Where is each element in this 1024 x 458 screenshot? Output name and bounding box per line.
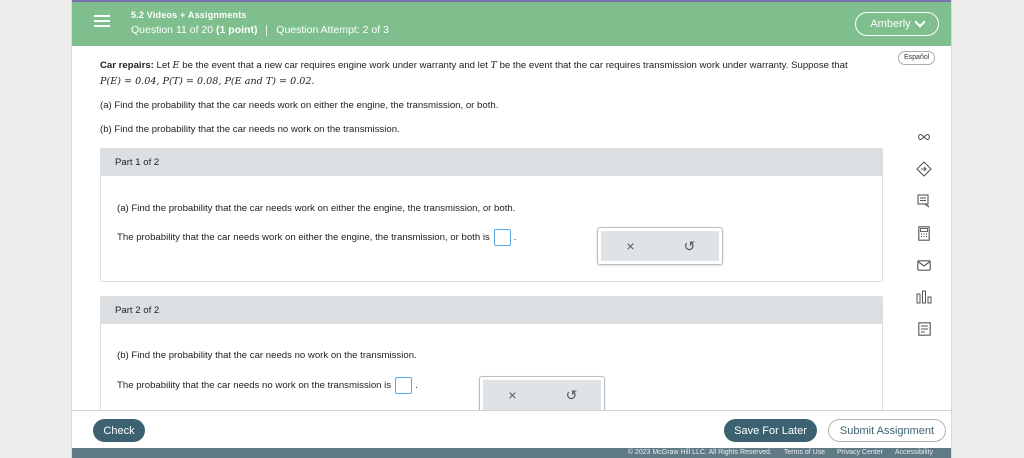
user-menu-button[interactable] — [855, 12, 939, 36]
language-toggle-button[interactable]: Español — [898, 51, 935, 65]
question-text — [100, 58, 870, 146]
question-attempt: Question Attempt: 2 of 3 — [276, 24, 389, 36]
part-1-panel — [100, 148, 883, 282]
submit-assignment-button[interactable]: Submit Assignment — [828, 419, 946, 442]
terms-link[interactable]: Terms of Use — [783, 449, 826, 456]
chevron-down-icon — [914, 16, 925, 27]
user-name: Amberly — [870, 18, 911, 30]
part-2-prompt: (b) Find the probability that the car needs no work on the transmission. — [117, 350, 417, 361]
footer — [72, 448, 951, 458]
calculator-icon[interactable] — [910, 221, 938, 245]
question-number: Question 11 of 20 — [131, 24, 214, 36]
part-2-header: Part 2 of 2 — [101, 297, 882, 324]
part-1-tools — [597, 227, 723, 265]
part-1-header: Part 1 of 2 — [101, 149, 882, 176]
undo-icon[interactable]: ↺ — [683, 237, 696, 254]
hamburger-menu-icon[interactable] — [94, 15, 110, 31]
diamond-arrow-icon[interactable] — [910, 157, 938, 181]
header-bar — [72, 2, 951, 46]
privacy-link[interactable]: Privacy Center — [837, 449, 883, 456]
question-part-b: (b) Find the probability that the car needs no work on the transmission. — [100, 124, 400, 135]
undo-icon[interactable]: ↺ — [565, 386, 578, 403]
assignment-title: 5.2 Videos + Assignments — [131, 10, 247, 20]
infinity-icon[interactable] — [910, 125, 938, 149]
accessibility-link[interactable]: Accessibility — [894, 449, 933, 456]
part-1-answer-label: The probability that the car needs work on either the engine, the transmission, or both is — [117, 232, 490, 243]
clear-icon[interactable]: × — [626, 238, 635, 254]
part-1-prompt: (a) Find the probability that the car needs work on either the engine, the transmission, or both. — [117, 203, 516, 214]
question-lead: Car repairs: — [100, 60, 154, 71]
question-points: (1 point) — [216, 24, 258, 36]
check-button[interactable]: Check — [93, 419, 145, 442]
save-for-later-button[interactable]: Save For Later — [724, 419, 817, 442]
mail-icon[interactable] — [910, 253, 938, 277]
question-part-a: (a) Find the probability that the car needs work on either the engine, the transmission, or both. — [100, 100, 499, 111]
question-intro: Car repairs: Let E be the event that a new car requires engine work under warranty and let T be the event that the car requires transmission work under warranty. Suppose that P(E) = 0.04, P(T) = 0.08, P(E and T) = 0.02. — [100, 60, 848, 87]
table-icon[interactable] — [910, 317, 938, 341]
bar-chart-icon[interactable] — [910, 285, 938, 309]
question-info — [131, 24, 389, 36]
part-2-panel — [100, 296, 883, 426]
part-1-answer-input[interactable] — [494, 229, 511, 246]
part-2-answer-line: The probability that the car needs no work on the transmission is . — [117, 377, 418, 394]
clear-icon[interactable]: × — [508, 387, 517, 403]
copyright-text: © 2023 McGraw Hill LLC. All Rights Reserved. — [627, 449, 772, 456]
notes-icon[interactable] — [910, 189, 938, 213]
header-divider — [266, 25, 267, 36]
part-2-tools — [479, 376, 605, 414]
part-1-body — [101, 176, 882, 282]
bottom-action-bar — [72, 410, 951, 448]
part-2-answer-input[interactable] — [395, 377, 412, 394]
part-2-answer-label: The probability that the car needs no work on the transmission is — [117, 380, 392, 391]
part-1-answer-line: The probability that the car needs work on either the engine, the transmission, or both is . — [117, 229, 516, 246]
assignment-app — [71, 0, 952, 458]
probabilities: P(E) = 0.04, P(T) = 0.08, P(E and T) = 0.02. — [100, 76, 315, 87]
